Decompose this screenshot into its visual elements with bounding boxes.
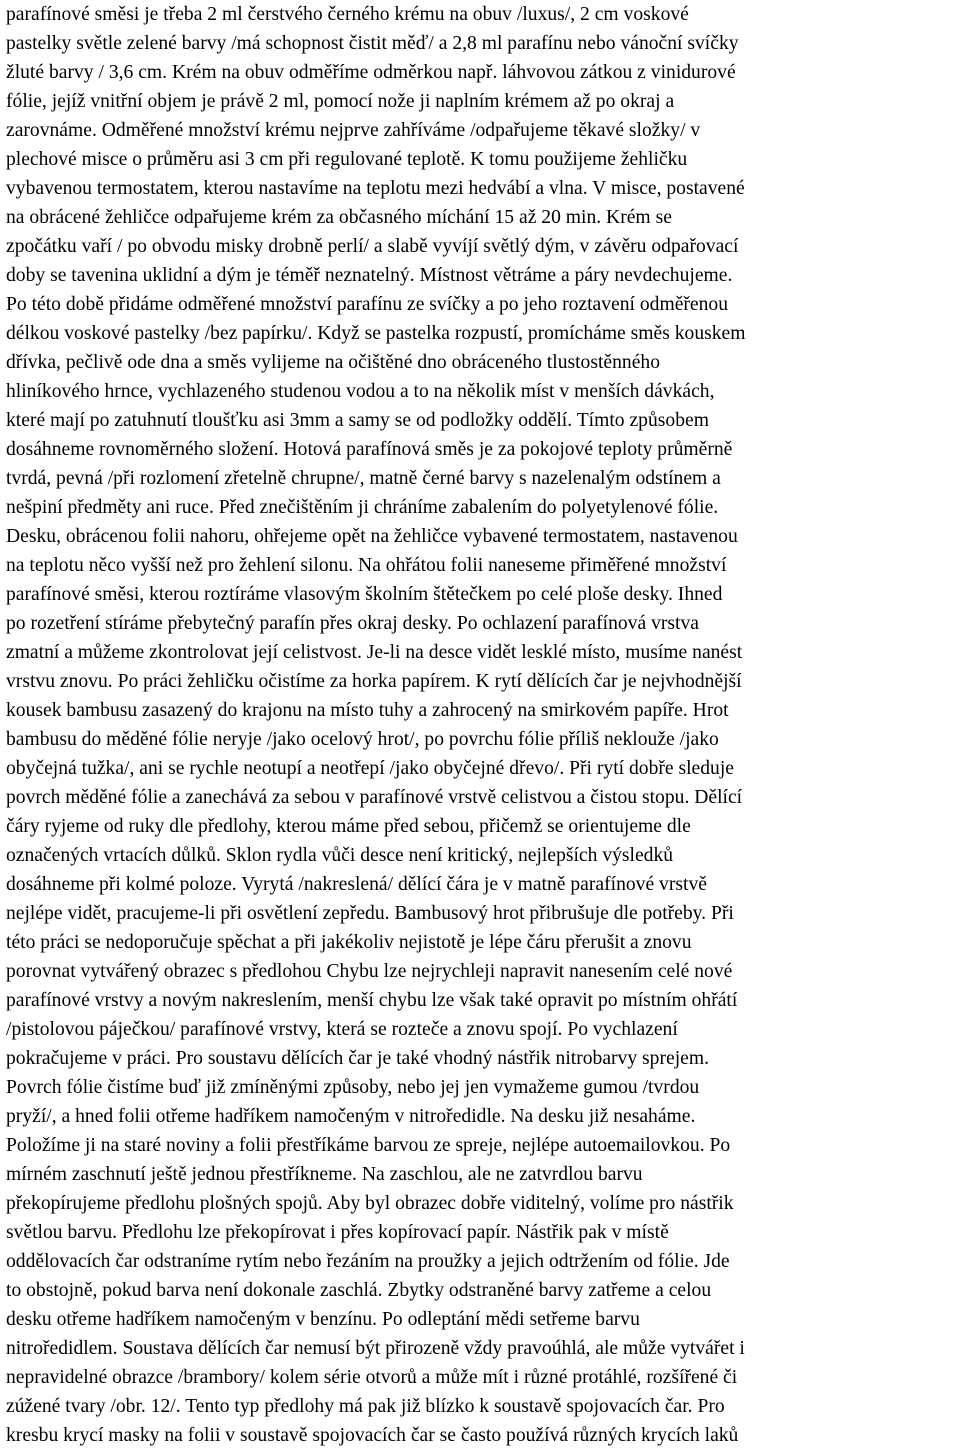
text-line: světlou barvu. Předlohu lze překopírovat i přes kopírovací papír. Nástřik pak v místě — [6, 1222, 669, 1243]
text-line: mírném zaschnutí ještě jednou přestříkneme. Na zaschlou, ale ne zatvrdlou barvu — [6, 1164, 643, 1185]
text-line: povrch měděné fólie a zanechává za sebou v parafínové vrstvě celistvou a čistou stopu. Dělící — [6, 787, 743, 808]
text-line: dosáhneme při kolmé poloze. Vyrytá /nakreslená/ dělící čára je v matně parafínové vrstvě — [6, 874, 707, 895]
text-line: parafínové vrstvy a novým nakreslením, menší chybu lze však také opravit po místním ohřátí — [6, 990, 738, 1011]
text-line: bambusu do měděné fólie neryje /jako ocelový hrot/, po povrchu fólie příliš neklouže /jako — [6, 729, 719, 750]
text-line: vybavenou termostatem, kterou nastavíme na teplotu mezi hedvábí a vlna. V misce, postavené — [6, 178, 745, 199]
text-line: dřívka, pečlivě ode dna a směs vylijeme na očištěné dno obráceného tlustostěnného — [6, 352, 661, 373]
text-line: fólie, jejíž vnitřní objem je právě 2 ml, pomocí nože ji naplním krémem až po okraj a — [6, 91, 675, 112]
text-line: nepravidelné obrazce /brambory/ kolem série otvorů a může mít i různé protáhlé, rozšířené či — [6, 1367, 738, 1388]
text-line: nešpiní předměty ani ruce. Před znečištěním ji chráníme zabalením do polyetylenové fólie. — [6, 497, 719, 518]
document-page — [6, 0, 956, 1450]
text-line: na teplotu něco vyšší než pro žehlení silonu. Na ohřátou folii naneseme přiměřené množství — [6, 555, 727, 576]
text-line: zpočátku vaří / po obvodu misky drobně perlí/ a slabě vyvíjí světlý dým, v závěru odpařovací — [6, 236, 739, 257]
text-line: desku otřeme hadříkem namočeným v benzínu. Po odleptání mědi setřeme barvu — [6, 1309, 640, 1330]
text-line: kresbu krycí masky na folii v soustavě spojovacích čar se často používá různých krycích laků — [6, 1425, 739, 1446]
text-line: zmatní a můžeme zkontrolovat její celistvost. Je-li na desce vidět lesklé místo, musíme nanést — [6, 642, 743, 663]
text-line: na obrácené žehličce odpařujeme krém za občasného míchání 15 až 20 min. Krém se — [6, 207, 672, 228]
text-line: kousek bambusu zasazený do krajonu na místo tuhy a zahrocený na smirkovém papíře. Hrot — [6, 700, 729, 721]
text-line: plechové misce o průměru asi 3 cm při regulované teplotě. K tomu použijeme žehličku — [6, 149, 688, 170]
text-line: zúžené tvary /obr. 12/. Tento typ předlohy má pak již blízko k soustavě spojovacích čar. Pro — [6, 1396, 725, 1417]
text-line: pryží/, a hned folii otřeme hadříkem namočeným v nitroředidle. Na desku již nesaháme. — [6, 1106, 696, 1127]
text-line: oddělovacích čar odstraníme rytím nebo řezáním na proužky a jejich odtržením od fólie. Jde — [6, 1251, 730, 1272]
text-line: po rozetření stíráme přebytečný parafín přes okraj desky. Po ochlazení parafínová vrstva — [6, 613, 699, 634]
text-line: to obstojně, pokud barva není dokonale zaschlá. Zbytky odstraněné barvy zatřeme a celou — [6, 1280, 712, 1301]
text-line: překopírujeme předlohu plošných spojů. Aby byl obrazec dobře viditelný, volíme pro nástřik — [6, 1193, 734, 1214]
text-line: vrstvu znovu. Po práci žehličku očistíme za horka papírem. K rytí dělících čar je nejvhodnější — [6, 671, 742, 692]
text-line: označených vrtacích důlků. Sklon rydla vůči desce není kritický, nejlepších výsledků — [6, 845, 674, 866]
text-line: čáry ryjeme od ruky dle předlohy, kterou máme před sebou, přičemž se orientujeme dle — [6, 816, 691, 837]
text-line: zarovnáme. Odměřené množství krému nejprve zahříváme /odpařujeme těkavé složky/ v — [6, 120, 701, 141]
text-line: Po této době přidáme odměřené množství parafínu ze svíčky a po jeho roztavení odměřenou — [6, 294, 729, 315]
text-line: pastelky světle zelené barvy /má schopnost čistit měď/ a 2,8 ml parafínu nebo vánoční svíčky — [6, 33, 739, 54]
text-line: hliníkového hrnce, vychlazeného studenou vodou a to na několik míst v menších dávkách, — [6, 381, 715, 402]
text-line: Povrch fólie čistíme buď již zmíněnými způsoby, nebo jej jen vymažeme gumou /tvrdou — [6, 1077, 700, 1098]
text-line: Položíme ji na staré noviny a folii přestříkáme barvou ze spreje, nejlépe autoemailovkou. Po — [6, 1135, 731, 1156]
text-line: délkou voskové pastelky /bez papírku/. Když se pastelka rozpustí, promícháme směs kouskem — [6, 323, 746, 344]
text-line: dosáhneme rovnoměrného složení. Hotová parafínová směs je za pokojové teploty průměrně — [6, 439, 733, 460]
text-line: pokračujeme v práci. Pro soustavu dělících čar je také vhodný nástřik nitrobarvy sprejem. — [6, 1048, 709, 1069]
text-line: porovnat vytvářený obrazec s předlohou Chybu lze nejrychleji napravit nanesením celé nové — [6, 961, 733, 982]
text-line: /pistolovou páječkou/ parafínové vrstvy, která se rozteče a znovu spojí. Po vychlazení — [6, 1019, 678, 1040]
text-line: Desku, obrácenou folii nahoru, ohřejeme opět na žehličce vybavené termostatem, nastavenou — [6, 526, 738, 547]
text-line: obyčejná tužka/, ani se rychle neotupí a neotřepí /jako obyčejné dřevo/. Při rytí dobře sleduje — [6, 758, 734, 779]
text-line: nejlépe vidět, pracujeme-li při osvětlení zepředu. Bambusový hrot přibrušuje dle potřeby. Při — [6, 903, 734, 924]
text-line: parafínové směsi, kterou roztíráme vlasovým školním štětečkem po celé ploše desky. Ihned — [6, 584, 723, 605]
text-line: tvrdá, pevná /při rozlomení zřetelně chrupne/, matně černé barvy s nazelenalým odstínem a — [6, 468, 721, 489]
text-line: parafínové směsi je třeba 2 ml čerstvého černého krému na obuv /luxus/, 2 cm voskové — [6, 4, 689, 25]
text-line: které mají po zatuhnutí tloušťku asi 3mm a samy se od podložky oddělí. Tímto způsobem — [6, 410, 709, 431]
text-line: nitroředidlem. Soustava dělících čar nemusí být přirozeně vždy pravoúhlá, ale může vytvářet i — [6, 1338, 745, 1359]
text-line: doby se tavenina uklidní a dým je téměř neznatelný. Místnost větráme a páry nevdechujeme. — [6, 265, 733, 286]
text-line: této práci se nedoporučuje spěchat a při jakékoliv nejistotě je lépe čáru přerušit a znovu — [6, 932, 692, 953]
text-line: žluté barvy / 3,6 cm. Krém na obuv odměříme odměrkou např. láhvovou zátkou z vinidurové — [6, 62, 736, 83]
